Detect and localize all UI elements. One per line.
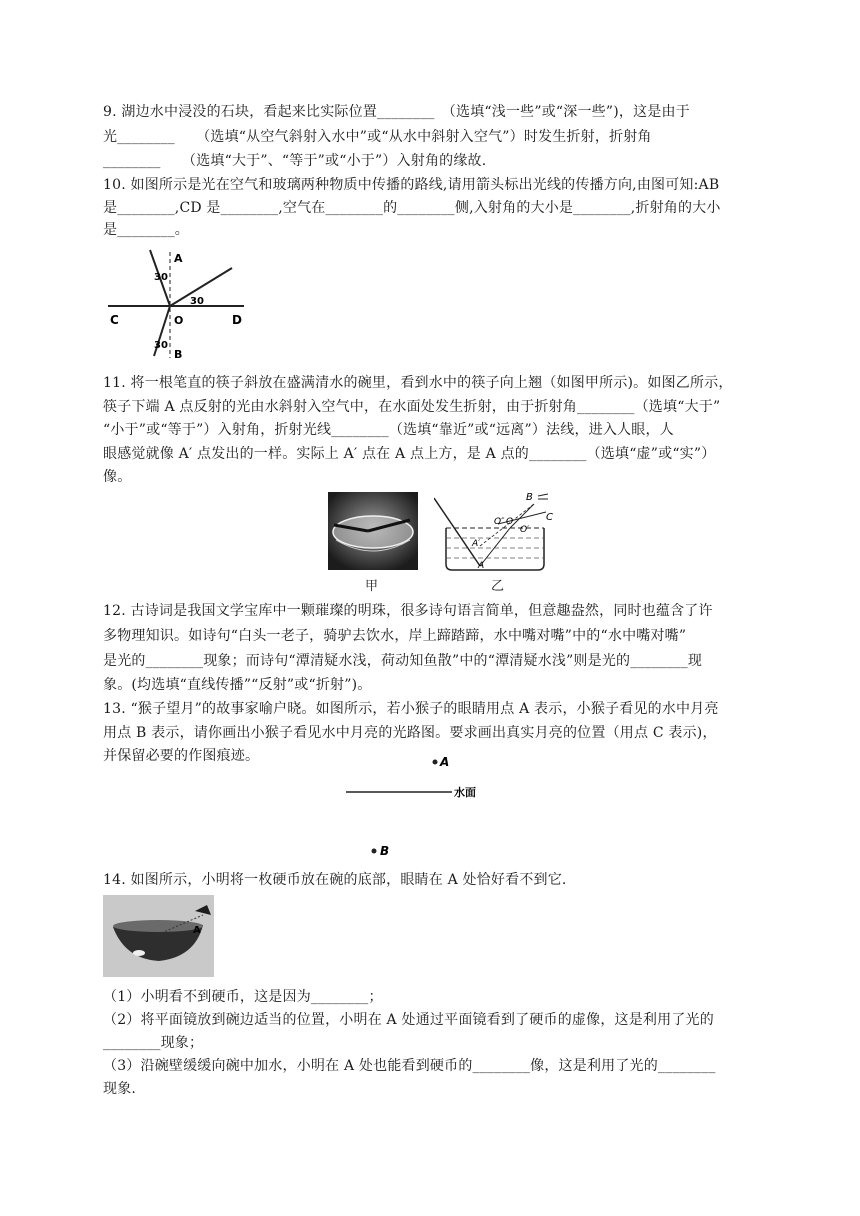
- water-surface-label: 水面: [454, 786, 476, 799]
- q12-line-1: 12. 古诗词是我国文学宝库中一颗璀璨的明珠，很多诗句语言简单，但意趣盎然，同时也蕴含了许: [103, 603, 713, 619]
- label-c: C: [546, 512, 553, 523]
- q14-sub-2a: （2）将平面镜放到碗边适当的位置，小明在 A 处通过平面镜看到了硬币的虚像，这是利用了光的: [103, 1012, 714, 1028]
- q13-line-3: 并保留必要的作图痕迹。: [103, 748, 260, 764]
- q14-sub-1: （1）小明看不到硬币，这是因为________；: [103, 989, 383, 1005]
- caption-jia: 甲: [365, 579, 379, 594]
- label-a: A: [174, 252, 183, 265]
- q13-line-2: 用点 B 表示，请你画出小猴子看见水中月亮的光路图。要求画出真实月亮的位置（用点 C 表示)，: [103, 725, 717, 741]
- q10-line-3: 是________。: [103, 222, 189, 238]
- diagram-yi-refraction: [434, 490, 564, 572]
- q11-line-2: 筷子下端 A 点反射的光由水斜射入空气中，在水面处发生折射，由于折射角________（选填“大于”: [103, 399, 721, 415]
- point-a-label: A: [193, 925, 201, 936]
- q14-line-1: 14. 如图所示，小明将一枚硬币放在碗的底部，眼睛在 A 处恰好看不到它.: [103, 872, 567, 888]
- point-b-dot: [372, 849, 377, 854]
- point-a-label: A: [440, 755, 450, 769]
- q14-sub-2b: ________现象；: [103, 1035, 204, 1051]
- coin: [133, 950, 145, 956]
- point-a-dot: [433, 760, 438, 765]
- label-o: O: [506, 517, 514, 527]
- q11-line-4: 眼感觉就像 A′ 点发出的一样。实际上 A′ 点在 A 点上方，是 A 点的________（选填“虚”或“实”）: [103, 446, 716, 462]
- q11-line-5: 像。: [103, 469, 132, 485]
- q13-monkey-moon-figure: [340, 752, 500, 862]
- container-outline: [446, 528, 544, 570]
- q11-line-3: “小于”或“等于”）入射角，折射光线________（选填“靠近”或“远离”）法线，进入人眼，人: [103, 422, 674, 438]
- q14-sub-3b: 现象.: [103, 1081, 137, 1097]
- q10-refraction-figure: [108, 244, 248, 360]
- q13-line-1: 13. “猴子望月”的故事家喻户晓。如图所示，若小猴子的眼睛用点 A 表示，小猴子看见的水中月亮: [103, 701, 719, 717]
- q10-line-1: 10. 如图所示是光在空气和玻璃两种物质中传播的路线,请用箭头标出光线的传播方向,由图可知:AB: [103, 177, 720, 193]
- angle-label-1: 30: [154, 272, 168, 283]
- angle-label-2: 30: [190, 296, 204, 307]
- angle-label-3: 30: [154, 340, 168, 351]
- q10-line-2: 是________,CD 是________,空气在________的________侧,入射角的大小是________,折射角的大小: [103, 200, 721, 216]
- label-a: A: [478, 561, 485, 571]
- point-b-label: B: [380, 844, 390, 858]
- q14-bowl-coin-photo: [103, 895, 214, 977]
- caption-yi: 乙: [491, 579, 505, 594]
- label-o1: O′: [520, 525, 530, 535]
- label-b: B: [526, 492, 533, 503]
- q12-line-2: 多物理知识。如诗句“白头一老子，骑驴去饮水，岸上蹄踏蹄，水中嘴对嘴”中的“水中嘴对嘴”: [103, 628, 687, 644]
- q11-line-1: 11. 将一根笔直的筷子斜放在盛满清水的碗里，看到水中的筷子向上翘（如图甲所示)。如图乙所示，: [103, 375, 733, 391]
- q9-line-2: 光________ （选填“从空气斜射入水中”或“从水中斜射入空气”）时发生折射，折射角: [103, 129, 652, 145]
- label-o: O: [174, 314, 184, 327]
- label-b: B: [174, 348, 183, 360]
- ray-in-water: [480, 528, 510, 566]
- label-c: C: [110, 313, 119, 327]
- eye-icon: [538, 494, 548, 499]
- q12-line-3: 是光的________现象；而诗句“潭清疑水浅，荷动知鱼散”中的“潭清疑水浅”则是光的________现: [103, 653, 703, 669]
- label-a-prime: A′: [472, 539, 481, 549]
- photo-jia-chopsticks-bowl: [328, 492, 418, 570]
- q9-line-3: ________ （选填“大于”、“等于”或“小于”）入射角的缘故.: [103, 153, 487, 169]
- q12-line-4: 象。(均选填“直线传播”“反射”或“折射”)。: [103, 677, 372, 693]
- q9-line-1: 9. 湖边水中浸没的石块，看起来比实际位置________ （选填“浅一些”或“深一些”)，这是由于: [103, 104, 690, 120]
- label-d: D: [232, 313, 242, 327]
- q14-sub-3a: （3）沿碗壁缓缓向碗中加水，小明在 A 处也能看到硬币的________像，这是利用了光的________: [103, 1058, 716, 1074]
- label-o2: O″: [494, 517, 505, 527]
- chopstick-line: [434, 498, 480, 566]
